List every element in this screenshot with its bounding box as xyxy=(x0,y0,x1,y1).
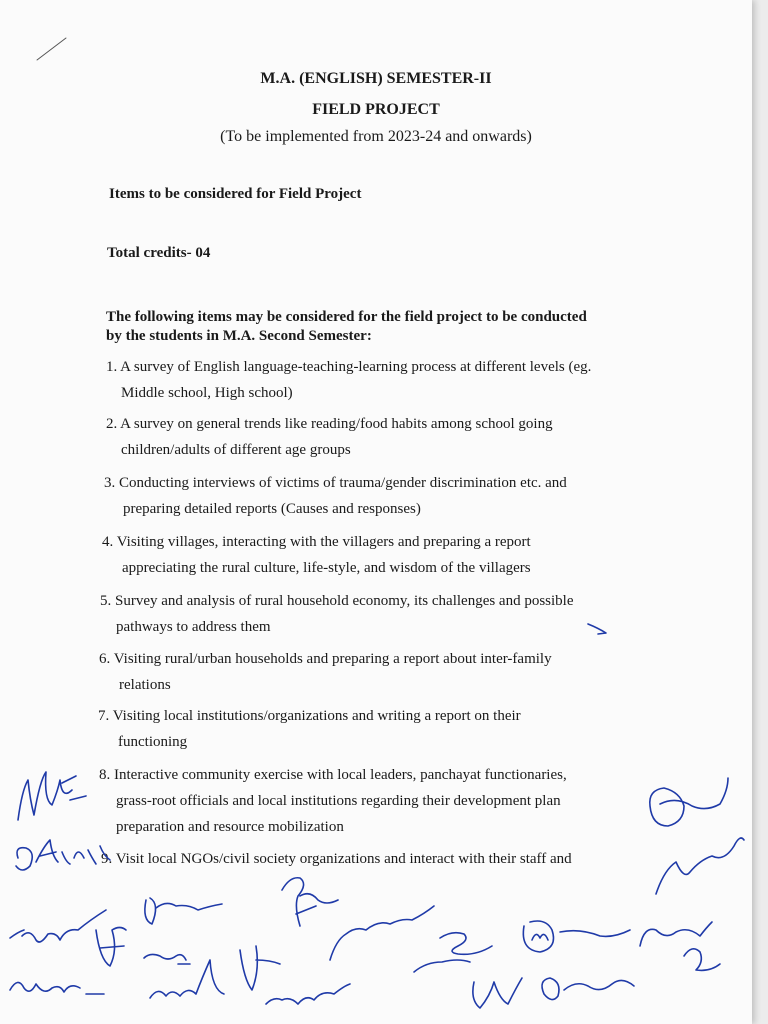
list-item-line: 2. A survey on general trends like reading/food habits among school going xyxy=(106,416,553,432)
arrow-mark xyxy=(588,624,606,634)
intro-line-2: by the students in M.A. Second Semester: xyxy=(106,328,372,344)
list-item-line: preparation and resource mobilization xyxy=(116,819,344,835)
list-item xyxy=(99,646,552,698)
signature xyxy=(10,910,106,942)
signature xyxy=(10,982,104,994)
total-credits: Total credits- 04 xyxy=(107,245,211,261)
intro-paragraph xyxy=(106,308,587,346)
signature xyxy=(16,840,110,870)
list-item-line: 6. Visiting rural/urban households and preparing a report about inter-family xyxy=(99,651,552,667)
list-item xyxy=(100,588,574,640)
list-item xyxy=(102,529,531,581)
signature xyxy=(473,978,522,1008)
list-item-line: 3. Conducting interviews of victims of trauma/gender discrimination etc. and xyxy=(104,475,567,491)
list-item-line: appreciating the rural culture, life-style, and wisdom of the villagers xyxy=(122,560,531,576)
list-item-line: 9. Visit local NGOs/civil society organizations and interact with their staff and xyxy=(101,851,572,867)
list-item-line: relations xyxy=(119,677,171,693)
signature xyxy=(266,984,350,1004)
list-item-line: Middle school, High school) xyxy=(121,385,293,401)
list-item-line: grass-root officials and local institutions regarding their development plan xyxy=(116,793,561,809)
list-item-line: functioning xyxy=(118,734,188,750)
list-item xyxy=(101,846,572,872)
signature xyxy=(96,928,126,967)
list-item-line: pathways to address them xyxy=(116,619,271,635)
signature xyxy=(640,922,712,946)
list-item xyxy=(106,411,553,463)
tick-mark xyxy=(37,38,66,60)
list-item xyxy=(106,354,591,406)
signature xyxy=(18,772,86,820)
list-item xyxy=(98,703,521,755)
signature xyxy=(684,949,720,971)
signature xyxy=(282,878,338,926)
implementation-note: (To be implemented from 2023-24 and onwards) xyxy=(220,128,532,145)
signature xyxy=(330,906,434,960)
list-item-line: 4. Visiting villages, interacting with the villagers and preparing a report xyxy=(102,534,531,550)
course-title: M.A. (ENGLISH) SEMESTER-II xyxy=(260,70,492,87)
signature xyxy=(542,978,634,1000)
items-heading: Items to be considered for Field Project xyxy=(109,186,362,202)
list-item xyxy=(99,762,567,840)
signature xyxy=(414,933,492,972)
signature xyxy=(145,898,222,924)
signature xyxy=(144,954,190,964)
signature xyxy=(150,960,224,998)
signature xyxy=(650,778,728,826)
signature xyxy=(656,838,744,894)
list-item-line: 5. Survey and analysis of rural household economy, its challenges and possible xyxy=(100,593,574,609)
list-item-line: 1. A survey of English language-teaching-learning process at different levels (eg. xyxy=(106,359,592,375)
list-item-line: children/adults of different age groups xyxy=(121,442,351,458)
signature xyxy=(240,946,280,990)
list-item-line: 8. Interactive community exercise with local leaders, panchayat functionaries, xyxy=(99,767,567,783)
list-item-line: 7. Visiting local institutions/organizations and writing a report on their xyxy=(98,708,521,724)
project-title: FIELD PROJECT xyxy=(312,101,440,118)
intro-line-1: The following items may be considered for the field project to be conducted xyxy=(106,309,587,325)
list-item xyxy=(104,470,567,522)
list-item-line: preparing detailed reports (Causes and responses) xyxy=(123,501,421,517)
signature xyxy=(523,921,630,952)
